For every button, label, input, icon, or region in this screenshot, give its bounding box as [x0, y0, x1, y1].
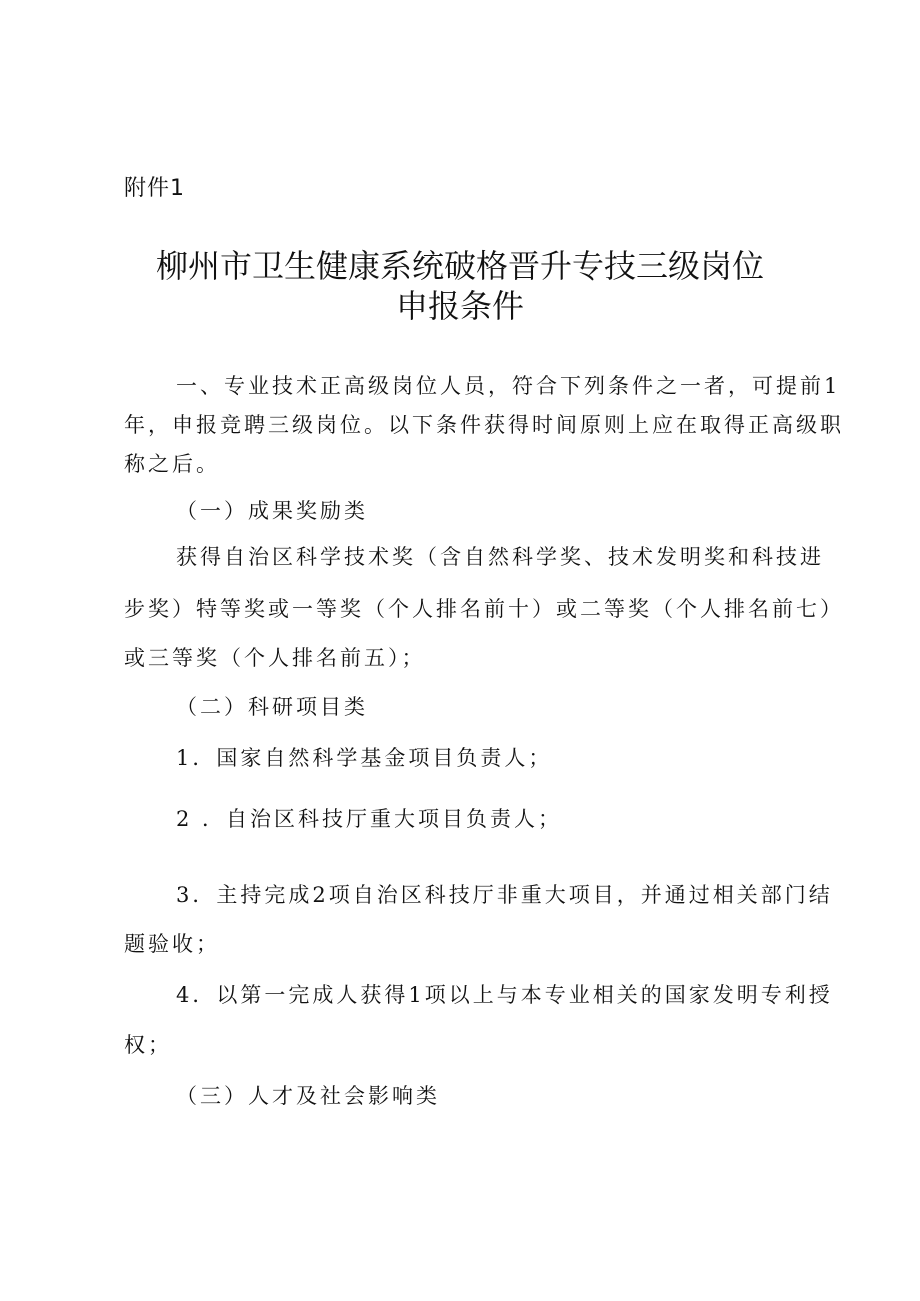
section-1-line-3: 或三等奖（个人排名前五）；: [124, 646, 426, 670]
section-2-item-2: 2 ．自治区科技厅重大项目负责人；: [176, 807, 563, 831]
paragraph-1-line-2: 年，申报竞聘三级岗位。以下条件获得时间原则上应在取得正高级职: [124, 413, 844, 437]
section-2-item-4-line-2: 权；: [124, 1033, 172, 1057]
section-1-line-2: 步奖）特等奖或一等奖（个人排名前十）或二等奖（个人排名前七）: [124, 597, 844, 621]
section-1-heading: （一）成果奖励类: [176, 499, 368, 523]
paragraph-1-line-1: 一、专业技术正高级岗位人员，符合下列条件之一者，可提前1: [176, 374, 841, 398]
document-title-line-2: 申报条件: [395, 287, 524, 325]
document-title-line-1: 柳州市卫生健康系统破格晋升专技三级岗位: [155, 247, 764, 285]
section-2-item-4-line-1: 4．以第一完成人获得1项以上与本专业相关的国家发明专利授: [176, 983, 833, 1007]
attachment-label: 附件1: [124, 176, 185, 201]
section-2-item-3-line-2: 题验收；: [124, 932, 220, 956]
section-3-heading: （三）人才及社会影响类: [176, 1084, 440, 1108]
section-2-item-3-line-1: 3．主持完成2项自治区科技厅非重大项目，并通过相关部门结: [176, 883, 833, 907]
section-2-item-1: 1．国家自然科学基金项目负责人；: [176, 746, 553, 770]
section-2-heading: （二）科研项目类: [176, 695, 368, 719]
paragraph-1-line-3: 称之后。: [124, 452, 220, 476]
section-1-line-1: 获得自治区科学技术奖（含自然科学奖、技术发明奖和科技进: [176, 545, 824, 569]
